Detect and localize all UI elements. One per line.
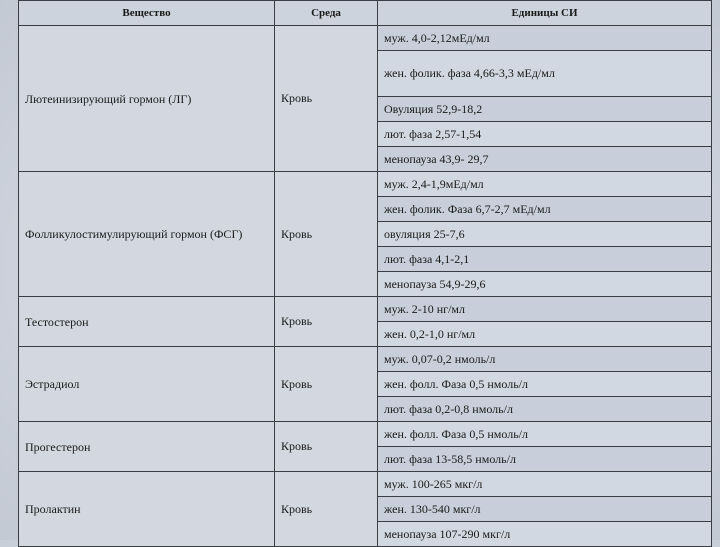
substance-name: Тестостерон [19, 297, 275, 347]
medium-cell: Кровь [275, 347, 378, 422]
header-medium: Среда [275, 1, 378, 26]
value-cell: муж. 2,4-1,9мЕд/мл [378, 172, 712, 197]
hormone-table [18, 0, 712, 547]
value-cell: овуляция 25-7,6 [378, 222, 712, 247]
table-row [19, 472, 712, 497]
value-cell: лют. фаза 2,57-1,54 [378, 122, 712, 147]
value-cell: менопауза 43,9- 29,7 [378, 147, 712, 172]
medium-cell: Кровь [275, 472, 378, 547]
header-units: Единицы СИ [378, 1, 712, 26]
value-cell: Овуляция 52,9-18,2 [378, 97, 712, 122]
value-cell: муж. 100-265 мкг/л [378, 472, 712, 497]
table-row [19, 422, 712, 447]
table-row [19, 347, 712, 372]
substance-name: Лютеинизирующий гормон (ЛГ) [19, 26, 275, 172]
value-cell: жен. фолл. Фаза 0,5 нмоль/л [378, 372, 712, 397]
value-cell: менопауза 107-290 мкг/л [378, 522, 712, 547]
substance-name: Прогестерон [19, 422, 275, 472]
value-cell: жен. фолик. фаза 4,66-3,3 мЕд/мл [378, 51, 712, 97]
header-row [19, 1, 712, 26]
value-cell: жен. фолик. Фаза 6,7-2,7 мЕд/мл [378, 197, 712, 222]
header-substance: Вещество [19, 1, 275, 26]
table-row [19, 26, 712, 51]
table-row [19, 172, 712, 197]
value-cell: муж. 2-10 нг/мл [378, 297, 712, 322]
medium-cell: Кровь [275, 172, 378, 297]
table-row [19, 297, 712, 322]
substance-name: Пролактин [19, 472, 275, 547]
value-cell: лют. фаза 13-58,5 нмоль/л [378, 447, 712, 472]
value-cell: муж. 4,0-2,12мЕд/мл [378, 26, 712, 51]
medium-cell: Кровь [275, 26, 378, 172]
value-cell: менопауза 54,9-29,6 [378, 272, 712, 297]
substance-name: Фолликулостимулирующий гормон (ФСГ) [19, 172, 275, 297]
value-cell: лют. фаза 0,2-0,8 нмоль/л [378, 397, 712, 422]
substance-name: Эстрадиол [19, 347, 275, 422]
value-cell: жен. 0,2-1,0 нг/мл [378, 322, 712, 347]
value-cell: лют. фаза 4,1-2,1 [378, 247, 712, 272]
value-cell: муж. 0,07-0,2 нмоль/л [378, 347, 712, 372]
value-cell: жен. фолл. Фаза 0,5 нмоль/л [378, 422, 712, 447]
medium-cell: Кровь [275, 297, 378, 347]
value-cell: жен. 130-540 мкг/л [378, 497, 712, 522]
medium-cell: Кровь [275, 422, 378, 472]
